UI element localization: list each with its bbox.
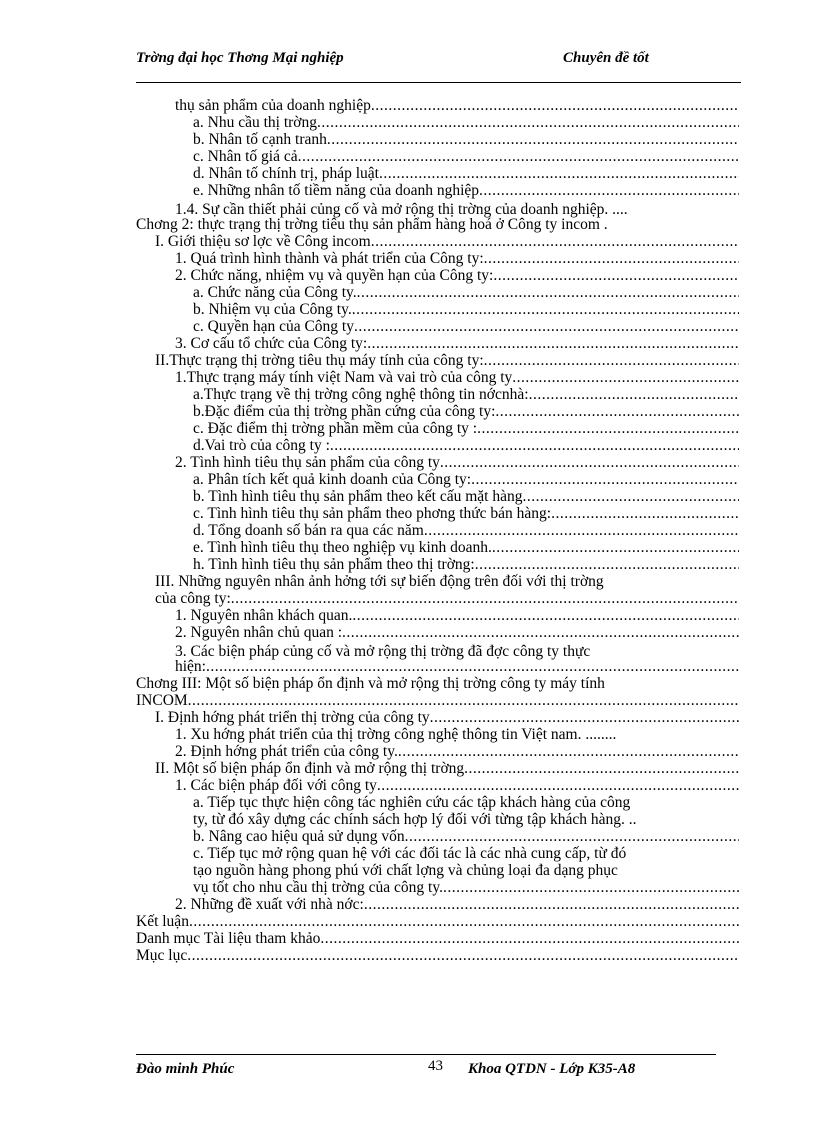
- toc-entry: [136, 947, 739, 964]
- toc-leader-dots: [492, 539, 739, 556]
- toc-entry: [136, 692, 739, 709]
- toc-leader-dots: [424, 522, 739, 539]
- toc-entry: [175, 97, 739, 114]
- toc-leader-dots: [405, 828, 739, 845]
- toc-entry-text: I. Định hớng phát triển thị trờng của công ty: [155, 709, 430, 726]
- toc-leader-dots: [364, 896, 739, 913]
- toc-entry: [175, 607, 739, 624]
- toc-leader-dots: [352, 301, 739, 318]
- toc-entry-text: a.Thực trạng về thị trờng công nghệ thông tin nớcnhà:: [193, 386, 529, 403]
- footer-author: Đào minh Phúc: [136, 1061, 235, 1077]
- footer-class: Khoa QTDN - Lớp K35-A8: [468, 1061, 636, 1077]
- toc-entry-text: d. Nhân tố chính trị, pháp luật: [193, 165, 379, 182]
- header-report-type: Chuyên đề tốt: [563, 50, 649, 66]
- toc-entry: [175, 250, 739, 267]
- toc-entry: [155, 233, 739, 250]
- toc-entry-text: 3. Cơ cấu tổ chức của Công ty:: [175, 335, 368, 352]
- toc-leader-dots: [529, 386, 739, 403]
- toc-entry-text: Chơng 2: thực trạng thị trờng tiêu thụ sản phẩm hàng hoá ở Công ty incom .: [136, 216, 608, 233]
- toc-entry-text: h. Tình hình tiêu thụ sản phẩm theo thị trờng:: [193, 556, 475, 573]
- toc-entry: [175, 658, 739, 675]
- header-school: Trờng đại học Thơng Mại nghiệp: [136, 50, 344, 66]
- toc-entry: [175, 777, 739, 794]
- toc-entry-text: e. Tình hình tiêu thụ theo nghiệp vụ kinh doanh.: [193, 539, 492, 556]
- toc-entry-text: a. Tiếp tục thực hiện công tác nghiên cứu các tập khách hàng của công: [193, 794, 631, 811]
- toc-entry-text: 1. Các biện pháp đối với công ty: [175, 777, 377, 794]
- toc-leader-dots: [354, 318, 739, 335]
- toc-entry: [175, 267, 739, 284]
- toc-entry-text: b. Nâng cao hiệu quả sử dụng vốn: [193, 828, 405, 845]
- toc-leader-dots: [231, 590, 739, 607]
- toc-entry: [193, 182, 739, 199]
- toc-entry-text: INCOM: [136, 692, 188, 709]
- toc-entry: [155, 573, 739, 590]
- toc-entry-text: Kết luận: [136, 913, 189, 930]
- toc-entry: [175, 624, 739, 641]
- toc-entry-text: d. Tổng doanh số bán ra qua các năm: [193, 522, 424, 539]
- toc-entry-text: của công ty:: [155, 590, 231, 607]
- toc-entry: [193, 811, 739, 828]
- toc-leader-dots: [430, 709, 739, 726]
- toc-entry: [136, 930, 739, 947]
- toc-entry: [155, 760, 739, 777]
- toc-leader-dots: [371, 233, 739, 250]
- toc-entry: [193, 318, 739, 335]
- toc-entry: [175, 726, 739, 743]
- toc-entry-text: 2. Nguyên nhân chủ quan :: [175, 624, 343, 641]
- toc-leader-dots: [522, 488, 739, 505]
- toc-entry: [193, 386, 739, 403]
- toc-entry-text: I. Giới thiệu sơ lợc về Công incom: [155, 233, 371, 250]
- toc-entry-text: 1. Xu hớng phát triển của thị trờng công nghệ thông tin Việt nam. ........: [175, 726, 617, 743]
- toc-leader-dots: [398, 743, 739, 760]
- toc-leader-dots: [188, 692, 739, 709]
- toc-leader-dots: [189, 913, 739, 930]
- toc-leader-dots: [357, 284, 739, 301]
- toc-entry: [193, 437, 739, 454]
- toc-entry: [136, 216, 739, 233]
- toc-entry-text: a. Phân tích kết quả kinh doanh của Công ty:: [193, 471, 472, 488]
- toc-entry-text: Mục lục: [136, 947, 188, 964]
- toc-leader-dots: [464, 760, 739, 777]
- toc-entry-text: a. Chức năng của Công ty.: [193, 284, 357, 301]
- toc-leader-dots: [327, 131, 739, 148]
- toc-entry: [136, 913, 739, 930]
- toc-leader-dots: [484, 352, 739, 369]
- toc-entry-text: c. Đặc điểm thị trờng phần mềm của công ty :: [193, 420, 478, 437]
- toc-leader-dots: [379, 165, 739, 182]
- toc-entry-text: II. Một số biện pháp ổn định và mở rộng thị trờng: [155, 760, 465, 777]
- toc-leader-dots: [495, 403, 739, 420]
- toc-leader-dots: [484, 250, 739, 267]
- toc-entry-text: Chơng III: Một số biện pháp ổn định và mở rộng thị trờng công ty máy tính: [136, 675, 605, 692]
- toc-entry: [193, 862, 739, 879]
- toc-entry-text: e. Những nhân tố tiềm năng của doanh nghiệp: [193, 182, 480, 199]
- toc-entry: [193, 505, 739, 522]
- toc-leader-dots: [479, 182, 739, 199]
- toc-entry-text: 1. Quá trình hình thành và phát triển của Công ty:: [175, 250, 484, 267]
- toc-entry-text: c. Quyền hạn của Công ty: [193, 318, 354, 335]
- toc-entry-text: 2. Tình hình tiêu thụ sản phẩm của công ty: [175, 454, 440, 471]
- toc-entry: [175, 454, 739, 471]
- toc-leader-dots: [440, 454, 739, 471]
- toc-entry-text: 1.4. Sự cần thiết phải củng cố và mở rộng thị trờng của doanh nghiệp. ....: [175, 201, 628, 218]
- toc-entry-text: tạo nguồn hàng phong phú với chất lợng và chủng loại đa dạng phục: [193, 862, 618, 879]
- toc-entry-text: d.Vai trò của công ty :: [193, 437, 330, 454]
- toc-leader-dots: [330, 437, 739, 454]
- toc-entry-text: b. Nhiệm vụ của Công ty.: [193, 301, 352, 318]
- toc-entry: [193, 301, 739, 318]
- toc-entry-text: II.Thực trạng thị trờng tiêu thụ máy tính của công ty:: [155, 352, 484, 369]
- toc-entry-text: b.Đặc điểm của thị trờng phần cứng của công ty:: [193, 403, 496, 420]
- toc-entry: [175, 743, 739, 760]
- toc-entry: [193, 403, 739, 420]
- toc-leader-dots: [371, 97, 739, 114]
- toc-entry: [193, 471, 739, 488]
- toc-leader-dots: [377, 777, 739, 794]
- toc-leader-dots: [475, 556, 739, 573]
- toc-leader-dots: [477, 420, 739, 437]
- toc-entry-text: c. Tiếp tục mở rộng quan hệ với các đối tác là các nhà cung cấp, từ đó: [193, 845, 627, 862]
- toc-leader-dots: [443, 879, 739, 896]
- toc-leader-dots: [352, 607, 739, 624]
- toc-entry: [193, 114, 739, 131]
- toc-entry-text: 1.Thực trạng máy tính việt Nam và vai trò của công ty: [175, 369, 513, 386]
- toc-entry: [175, 369, 739, 386]
- toc-leader-dots: [298, 148, 739, 165]
- toc-entry: [193, 165, 739, 182]
- toc-entry-text: a. Nhu cầu thị trờng: [193, 114, 317, 131]
- toc-entry-text: b. Tình hình tiêu thụ sản phẩm theo kết cấu mặt hàng: [193, 488, 523, 505]
- toc-entry: [193, 148, 739, 165]
- toc-entry-text: vụ tốt cho nhu cầu thị trờng của công ty.: [193, 879, 443, 896]
- toc-leader-dots: [493, 267, 739, 284]
- toc-entry: [175, 335, 739, 352]
- toc-entry-text: 1. Nguyên nhân khách quan.: [175, 607, 353, 624]
- toc-leader-dots: [320, 930, 739, 947]
- toc-entry-text: ty, từ đó xây dựng các chính sách hợp lý đối với từng tập khách hàng. ..: [193, 811, 637, 828]
- toc-entry: [136, 675, 739, 692]
- header-divider: [136, 82, 741, 83]
- toc-entry: [193, 556, 739, 573]
- page-number: 43: [428, 1058, 443, 1074]
- toc-entry-text: b. Nhân tố cạnh tranh: [193, 131, 327, 148]
- toc-entry: [193, 420, 739, 437]
- toc-entry: [155, 590, 739, 607]
- toc-entry-text: 2. Những đề xuất với nhà nớc:: [175, 896, 364, 913]
- toc-leader-dots: [551, 505, 739, 522]
- toc-entry: [175, 896, 739, 913]
- toc-entry-text: 2. Chức năng, nhiệm vụ và quyền hạn của Công ty:: [175, 267, 494, 284]
- toc-leader-dots: [471, 471, 739, 488]
- toc-entry-text: c. Nhân tố giá cả: [193, 148, 298, 165]
- toc-entry-text: hiện:: [175, 658, 206, 675]
- toc-entry: [193, 131, 739, 148]
- toc-entry: [193, 488, 739, 505]
- toc-entry-text: 2. Định hớng phát triển của công ty.: [175, 743, 398, 760]
- toc-entry-text: thụ sản phẩm của doanh nghiệp: [175, 97, 371, 114]
- toc-entry-text: III. Những nguyên nhân ảnh hởng tới sự biến động trên đối với thị trờng: [155, 573, 604, 590]
- toc-leader-dots: [206, 658, 739, 675]
- toc-entry: [193, 539, 739, 556]
- toc-entry-text: 3. Các biện pháp củng cố và mở rộng thị trờng đã đợc công ty thực: [175, 643, 591, 660]
- toc-leader-dots: [187, 947, 739, 964]
- toc-entry: [193, 845, 739, 862]
- toc-entry: [155, 709, 739, 726]
- toc-entry: [193, 879, 739, 896]
- toc-leader-dots: [317, 114, 739, 131]
- toc-entry-text: c. Tình hình tiêu thụ sản phẩm theo phơng thức bán hàng:: [193, 505, 552, 522]
- footer-divider: [136, 1054, 716, 1055]
- toc-entry: [155, 352, 739, 369]
- toc-leader-dots: [512, 369, 739, 386]
- toc-entry: [193, 522, 739, 539]
- toc-entry: [193, 794, 739, 811]
- toc-leader-dots: [367, 335, 739, 352]
- toc-leader-dots: [342, 624, 739, 641]
- toc-entry: [193, 828, 739, 845]
- toc-entry: [193, 284, 739, 301]
- toc-entry-text: Danh mục Tài liệu tham khảo: [136, 930, 321, 947]
